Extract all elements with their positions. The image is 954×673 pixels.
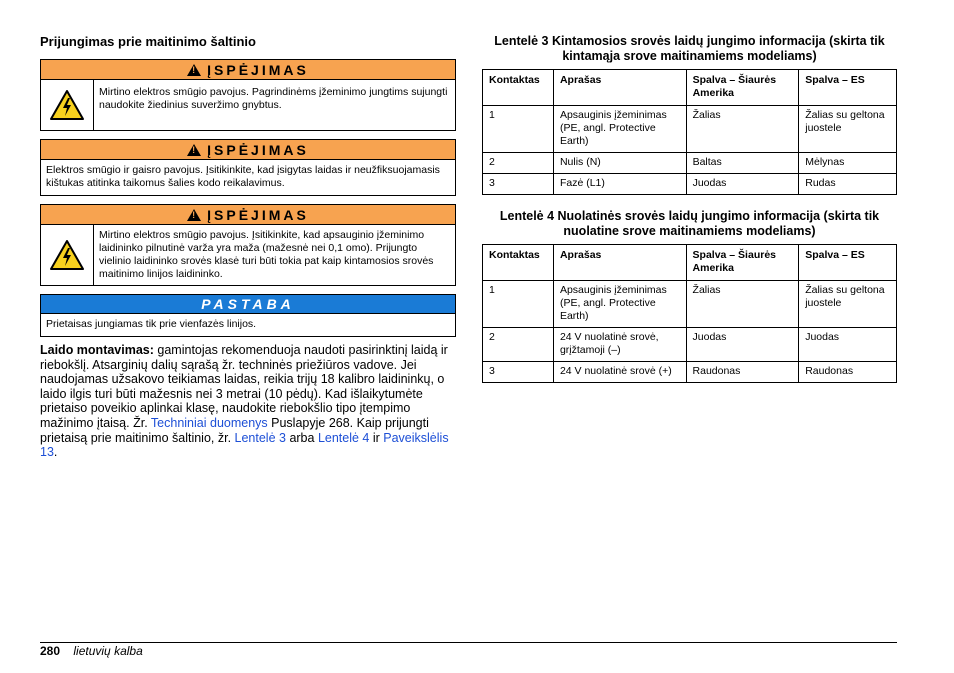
table-cell: Žalias su geltona juostele [799, 281, 897, 328]
table-row [483, 106, 897, 153]
table-cell: Mėlynas [799, 153, 897, 174]
warning-text: Elektros smūgio ir gaisro pavojus. Įsitikinkite, kad įsigytas laidas ir neužfiksuojamasis kištukas atitinka taikomus šalies kodo reikalavimus. [46, 164, 440, 189]
table-row [483, 362, 897, 383]
table-cell: 3 [483, 174, 554, 195]
link-table-3[interactable]: Lentelė 3 [234, 430, 286, 445]
table-cell: Žalias su geltona juostele [799, 106, 897, 153]
warning-box-2 [40, 139, 456, 196]
table-cell: 1 [483, 281, 554, 328]
electric-shock-warning-icon [41, 225, 94, 285]
link-figure-13[interactable]: Paveikslėlis 13 [40, 430, 449, 460]
table-cell: 2 [483, 153, 554, 174]
table-cell: Raudonas [686, 362, 799, 383]
footer-language: lietuvių kalba [73, 644, 143, 658]
column-header: Spalva – ES [799, 245, 897, 281]
warning-text: Mirtino elektros smūgio pavojus. Pagrindinėms įžeminimo jungtims sujungti naudokite žiedinius suveržimo gnybtus. [99, 86, 448, 111]
warning-triangle-icon [187, 64, 201, 76]
link-table-4[interactable]: Lentelė 4 [317, 430, 370, 445]
link-technical-data[interactable]: Techniniai duomenys [150, 415, 268, 430]
column-header: Spalva – Šiaurės Amerika [686, 245, 799, 281]
left-column [40, 34, 456, 460]
table-cell: Fazė (L1) [553, 174, 686, 195]
table-row [483, 153, 897, 174]
column-header: Spalva – Šiaurės Amerika [686, 70, 799, 106]
paragraph-lead: Laido montavimas: [40, 343, 154, 357]
warning-box-1 [40, 59, 456, 131]
warning-text: Mirtino elektros smūgio pavojus. Įsitikinkite, kad apsauginio įžeminimo laidininko pilnutinė varža yra maža (mažesnė nei 0,1 omo). Prijungto vielinio laidininko srovės klasė turi būti tokia pat kaip kintamosios srovės maitinimo linijos laidininko. [99, 229, 434, 280]
table-cell: Žalias [686, 281, 799, 328]
table-3-caption: Lentelė 3 Kintamosios srovės laidų jungimo informacija (skirta tik kintamąja srove maitinamiems modeliams) [494, 34, 885, 63]
page-footer [40, 644, 143, 658]
table-row [483, 174, 897, 195]
table-cell: Juodas [686, 328, 799, 362]
table-cell: Apsauginis įžeminimas (PE, angl. Protective Earth) [553, 281, 686, 328]
table-cell: Nulis (N) [553, 153, 686, 174]
table-3 [482, 69, 897, 195]
table-cell: Raudonas [799, 362, 897, 383]
warning-heading: ! ĮSPĖJIMAS [41, 205, 455, 225]
column-header: Aprašas [553, 245, 686, 281]
warning-heading: ! ĮSPĖJIMAS [41, 60, 455, 80]
table-cell: 3 [483, 362, 554, 383]
table-cell: 2 [483, 328, 554, 362]
note-heading: PASTABA [41, 295, 455, 314]
page-number: 280 [40, 644, 61, 658]
table-row [483, 281, 897, 328]
table-cell: Juodas [686, 174, 799, 195]
column-header: Kontaktas [483, 245, 554, 281]
note-text: Prietaisas jungiamas tik prie vienfazės linijos. [46, 318, 257, 330]
right-column [482, 34, 897, 397]
warning-triangle-icon [187, 209, 201, 221]
column-header: Aprašas [553, 70, 686, 106]
electric-shock-warning-icon [41, 80, 94, 130]
footer-divider [40, 642, 897, 643]
table-cell: Baltas [686, 153, 799, 174]
table-cell: Juodas [799, 328, 897, 362]
section-title: Prijungimas prie maitinimo šaltinio [40, 34, 256, 49]
column-header: Spalva – ES [799, 70, 897, 106]
table-cell: 1 [483, 106, 554, 153]
warning-heading: ! ĮSPĖJIMAS [41, 140, 455, 160]
table-cell: Žalias [686, 106, 799, 153]
table-4-caption: Lentelė 4 Nuolatinės srovės laidų jungimo informacija (skirta tik nuolatine srove maitinamiems modeliams) [499, 209, 880, 238]
warning-box-3 [40, 204, 456, 286]
column-header: Kontaktas [483, 70, 554, 106]
table-cell: 24 V nuolatinė srovė (+) [553, 362, 686, 383]
warning-triangle-icon [187, 144, 201, 156]
note-box [40, 294, 456, 337]
cable-installation-paragraph: Laido montavimas: gamintojas rekomenduoja naudoti pasirinktinį laidą ir riebokšlį. Atsarginių dalių sąrašą žr. techninės priežiūros vadove. Jei naudojamas užsakovo teikiamas laidas, reikia trijų 18 kalibro laidininkų, o laido ilgis turi būti mažesnis nei 3 metrai (10 pėdų). Kad išlaikytumėte prietaiso poveikio aplinkai klasę, naudokite riebokšlio tipo įtempimo mažinimo įtaisą. Žr. Techniniai duomenys Puslapyje 268. Kaip prijungti prietaisą prie maitinimo šaltinio, žr. Lentelė 3 arba Lentelė 4 ir Paveikslėlis 13. [40, 343, 449, 460]
table-row [483, 328, 897, 362]
table-header-row [483, 70, 897, 106]
table-4 [482, 244, 897, 383]
table-header-row [483, 245, 897, 281]
table-cell: 24 V nuolatinė srovė, grįžtamoji (–) [553, 328, 686, 362]
table-cell: Apsauginis įžeminimas (PE, angl. Protective Earth) [553, 106, 686, 153]
table-cell: Rudas [799, 174, 897, 195]
